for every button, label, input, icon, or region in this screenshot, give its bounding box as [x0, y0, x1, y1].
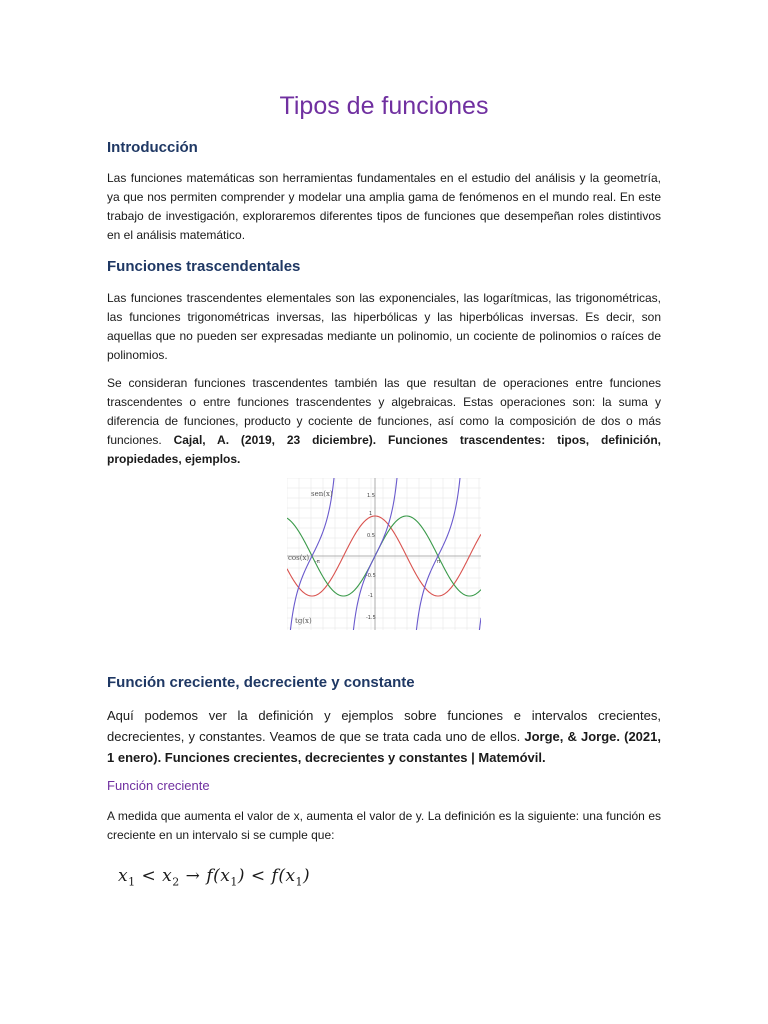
paragraph-funcion-creciente: A medida que aumenta el valor de x, aumenta el valor de y. La definición es la siguiente: una función es creciente en un intervalo si se cumple que:: [107, 809, 661, 842]
graph-grid: [287, 478, 481, 630]
formula-fsub2: 1: [295, 875, 304, 889]
page-title: Tipos de funciones: [279, 92, 489, 120]
y-tick-neg-1.5: -1.5: [366, 615, 376, 621]
trig-functions-graph: [287, 478, 481, 630]
paragraph-trascendentales-1: Las funciones trascendentes elementales son las exponenciales, las logarítmicas, las trigonométricas, las funciones trigonométricas inversas, las hiperbólicas y las hiperbólicas inversas. Es decir, son aquellas que no pueden ser expresadas mediante un polinomio, un cociente de polinomios o raíces de polinomios.: [107, 291, 661, 362]
x-tick-pi: π: [437, 559, 441, 565]
formula-f1: f(x: [206, 866, 231, 886]
y-tick-0.5: 0.5: [367, 533, 375, 539]
paragraph-trascendentales-2-text: Se consideran funciones trascendentes también las que resultan de operaciones entre funciones trascendentes o entre funciones trascendentes y algebraicas. Estas operaciones son: la suma y diferencia de funciones, producto y cociente de funciones, así como la composición de dos o más funciones.: [107, 376, 661, 447]
heading-funcion-creciente: Función creciente: [107, 778, 210, 793]
heading-funciones-trascendentales: Funciones trascendentales: [107, 258, 301, 275]
citation-jorge: Jorge, & Jorge. (2021, 1 enero). Funciones crecientes, decrecientes y constantes | Matemóvil.: [107, 729, 661, 765]
tan-curve: [290, 478, 481, 630]
label-tg: tg(x): [295, 617, 312, 625]
heading-creciente-decreciente-constante: Función creciente, decreciente y constante: [107, 674, 415, 691]
label-sen: sen(x): [311, 490, 333, 498]
formula-close2: ): [303, 866, 311, 886]
citation-cajal: Cajal, A. (2019, 23 diciembre). Funciones trascendentes: tipos, definición, propiedades, ejemplos.: [107, 433, 661, 466]
formula-fsub1: 1: [230, 875, 238, 889]
y-tick-neg-1: -1: [368, 593, 373, 599]
heading-introduccion: Introducción: [107, 139, 198, 156]
formula-sub2: 2: [172, 875, 180, 889]
increasing-function-formula: [118, 866, 310, 888]
formula-lt2: <: [244, 866, 272, 886]
y-tick-neg-0.5: -0.5: [366, 573, 376, 579]
paragraph-creciente-decreciente-text: Aquí podemos ver la definición y ejemplos sobre funciones e intervalos crecientes, decrecientes, y constantes. Veamos de que se trata cada uno de ellos.: [107, 708, 661, 744]
x-tick-neg-pi: -π: [315, 559, 320, 565]
paragraph-creciente-decreciente: [107, 705, 661, 768]
y-tick-1.5: 1.5: [367, 493, 375, 499]
y-tick-1: 1: [369, 511, 373, 517]
formula-x1: x: [118, 866, 129, 886]
formula-arrow: →: [179, 866, 207, 886]
formula-close1: ): [237, 866, 245, 886]
formula-lt: <: [135, 866, 163, 886]
paragraph-trascendentales-2: [107, 374, 661, 469]
formula-x2: x: [162, 866, 173, 886]
formula-sub1: 1: [128, 875, 136, 889]
label-cos: cos(x): [288, 554, 310, 562]
formula-f2: f(x: [271, 866, 296, 886]
paragraph-introduccion: Las funciones matemáticas son herramientas fundamentales en el estudio del análisis y la geometría, ya que nos permiten comprender y modelar una amplia gama de fenómenos en el mundo real. En este trabajo de investigación, exploraremos diferentes tipos de funciones que desempeñan roles distintivos en el análisis matemático.: [107, 171, 661, 242]
